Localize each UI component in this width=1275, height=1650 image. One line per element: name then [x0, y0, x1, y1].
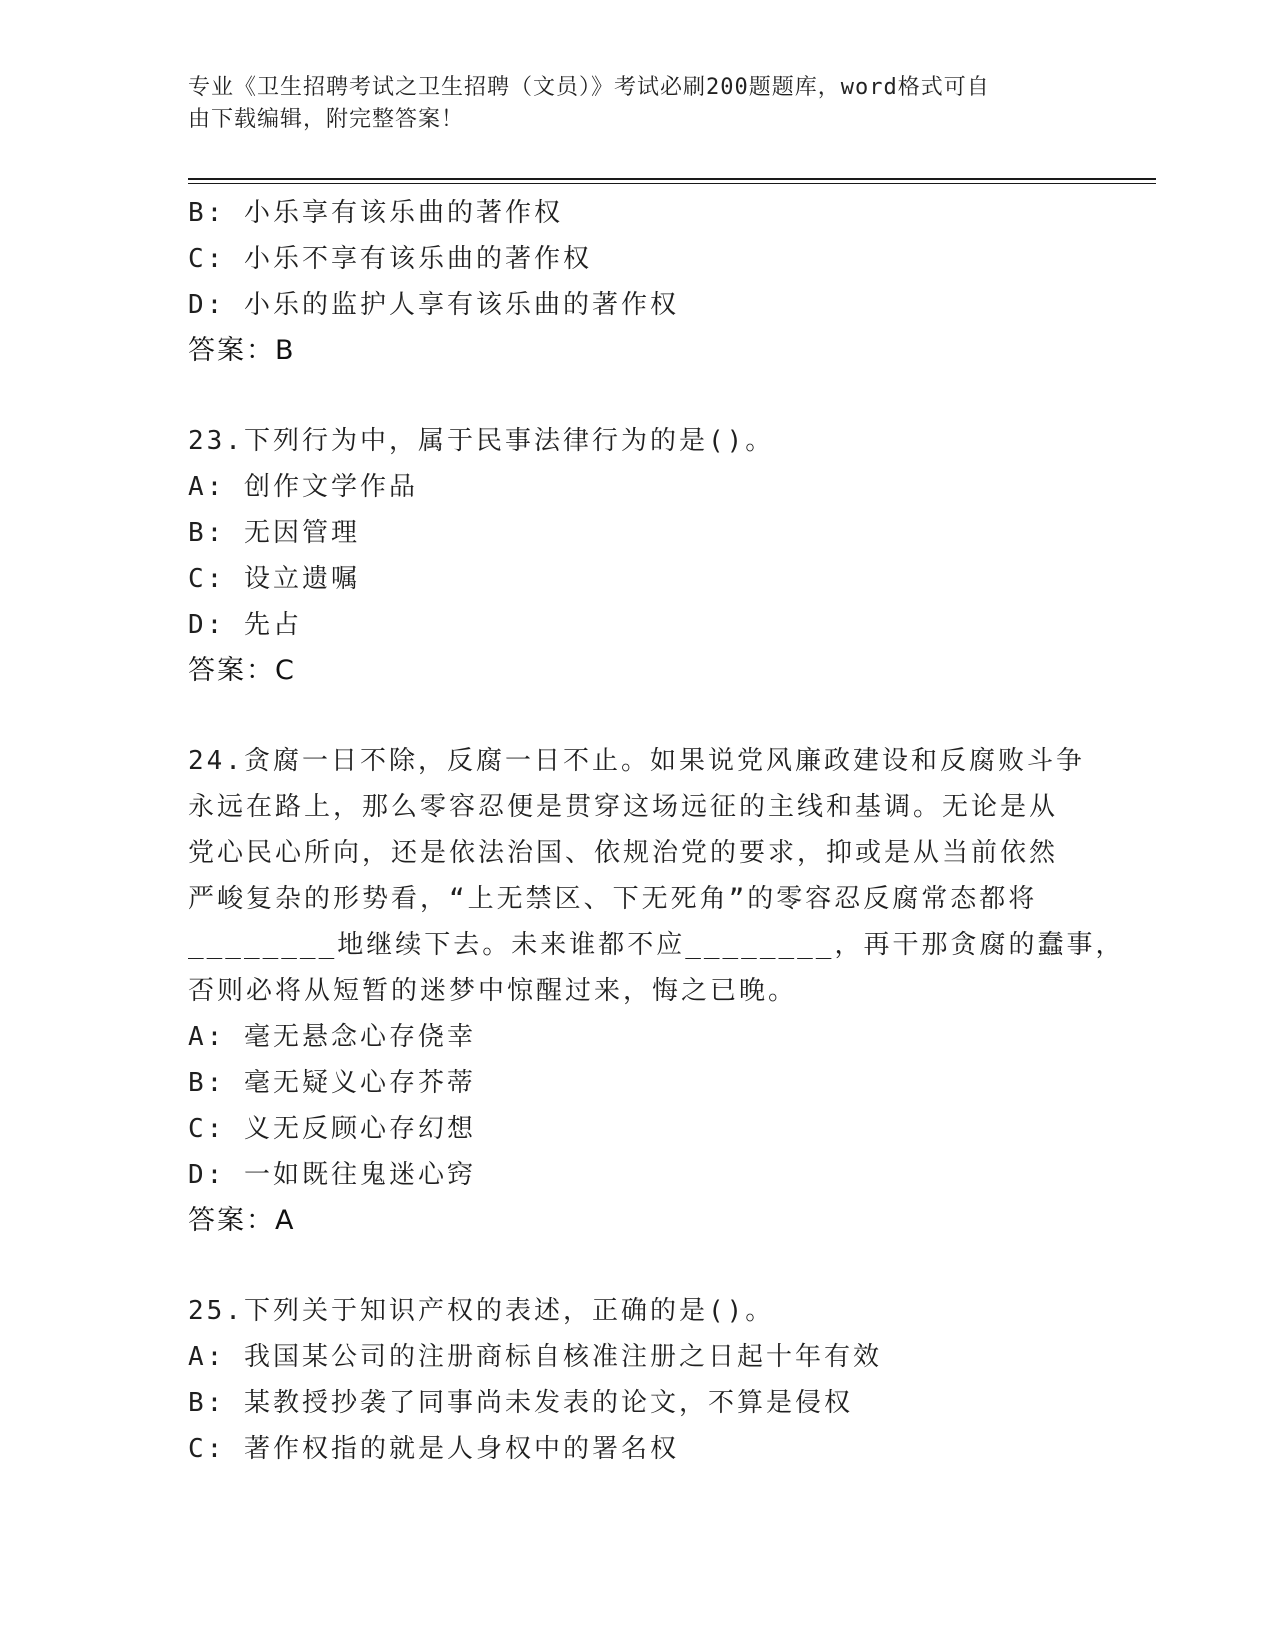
question-stem-line: 严峻复杂的形势看，“上无禁区、下无死角”的零容忍反腐常态都将: [188, 884, 1038, 914]
question-stem-line: 否则必将从短暂的迷梦中惊醒过来，悔之已晚。: [188, 976, 798, 1006]
spacer: [188, 374, 1088, 418]
option-b: B: 毫无疑义心存芥蒂: [188, 1068, 476, 1098]
header-line-1: 专业《卫生招聘考试之卫生招聘（文员）》考试必刷200题题库，word格式可自: [188, 75, 990, 100]
option-c: C: 设立遗嘱: [188, 564, 360, 594]
option-d: D: 小乐的监护人享有该乐曲的著作权: [188, 290, 679, 320]
answer-label: 答案：A: [188, 1205, 296, 1236]
question-stem-line: ________地继续下去。未来谁都不应________，再干那贪腐的蠢事，: [188, 930, 1125, 960]
question-stem: 25.下列关于知识产权的表述，正确的是()。: [188, 1296, 775, 1326]
question-stem-line: 党心民心所向，还是依法治国、依规治党的要求，抑或是从当前依然: [188, 838, 1059, 868]
option-d: D: 一如既往鬼迷心窍: [188, 1160, 476, 1190]
option-a: A: 创作文学作品: [188, 472, 418, 502]
option-b: B: 无因管理: [188, 518, 360, 548]
option-c: C: 义无反顾心存幻想: [188, 1114, 476, 1144]
question-stem-line: 24.贪腐一日不除，反腐一日不止。如果说党风廉政建设和反腐败斗争: [188, 746, 1085, 776]
spacer: [188, 694, 1088, 738]
question-stem-line: 永远在路上，那么零容忍便是贯穿这场远征的主线和基调。无论是从: [188, 792, 1059, 822]
header-divider-thin: [188, 183, 1156, 184]
option-c: C: 小乐不享有该乐曲的著作权: [188, 244, 592, 274]
question-23: [188, 418, 1088, 694]
question-22: [188, 190, 1088, 374]
option-a: A: 毫无悬念心存侥幸: [188, 1022, 476, 1052]
option-c: C: 著作权指的就是人身权中的署名权: [188, 1434, 679, 1464]
option-b: B: 小乐享有该乐曲的著作权: [188, 198, 563, 228]
document-header: [188, 72, 1088, 136]
option-d: D: 先占: [188, 610, 302, 640]
option-b: B: 某教授抄袭了同事尚未发表的论文，不算是侵权: [188, 1388, 853, 1418]
spacer: [188, 1244, 1088, 1288]
header-divider-thick: [188, 178, 1156, 180]
question-list: [188, 190, 1125, 1472]
question-25: [188, 1288, 1088, 1472]
answer-label: 答案：C: [188, 655, 296, 686]
option-a: A: 我国某公司的注册商标自核准注册之日起十年有效: [188, 1342, 882, 1372]
header-line-2: 由下载编辑，附完整答案！: [188, 107, 465, 132]
answer-label: 答案：B: [188, 335, 296, 366]
question-24: [188, 738, 1125, 1244]
question-stem: 23.下列行为中，属于民事法律行为的是()。: [188, 426, 775, 456]
